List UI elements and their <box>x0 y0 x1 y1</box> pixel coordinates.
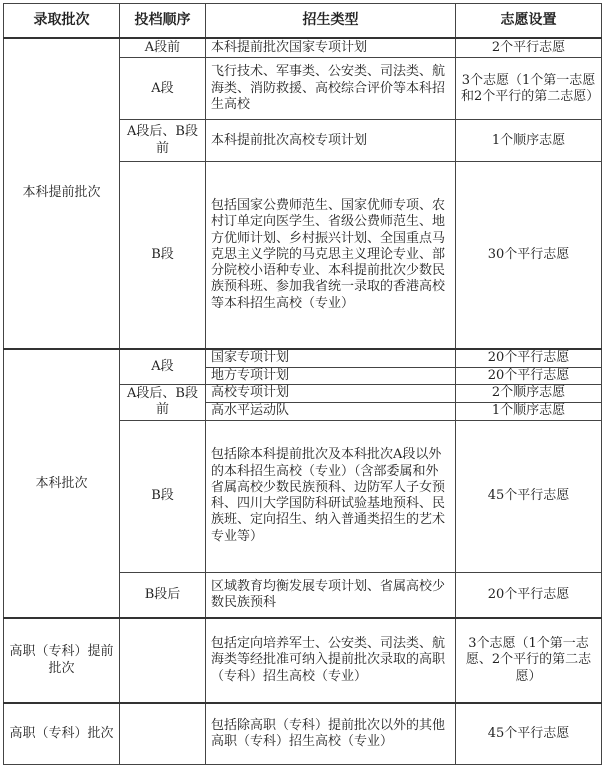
wish-cell: 2个平行志愿 <box>456 38 602 58</box>
type-cell: 飞行技术、军事类、公安类、司法类、航海类、消防救援、高校综合评价等本科招生高校 <box>206 58 456 120</box>
admission-table <box>3 3 602 765</box>
wish-cell: 20个平行志愿 <box>456 367 602 385</box>
type-cell: 本科提前批次国家专项计划 <box>206 38 456 58</box>
batch-cell: 本科提前批次 <box>4 38 120 348</box>
type-cell: 地方专项计划 <box>206 367 456 385</box>
type-cell: 包括国家公费师范生、国家优师专项、农村订单定向医学生、省级公费师范生、地方优师计划、乡村振兴计划、全国重点马克思主义学院的马克思主义理论专业、部分院校小语种专业、本科提前批次少数民族预科班、参加我省统一录取的香港高校等本科招生高校（专业） <box>206 162 456 349</box>
order-cell: A段后、B段前 <box>120 120 206 162</box>
wish-cell: 1个顺序志愿 <box>456 402 602 420</box>
batch-cell: 本科批次 <box>4 349 120 619</box>
table-row <box>4 618 602 702</box>
type-cell: 国家专项计划 <box>206 349 456 367</box>
batch-cell: 高职（专科）提前批次 <box>4 618 120 702</box>
table-row <box>4 349 602 367</box>
type-cell: 高水平运动队 <box>206 402 456 420</box>
type-cell: 包括除高职（专科）提前批次以外的其他高职（专科）招生高校（专业） <box>206 703 456 765</box>
order-cell: A段 <box>120 349 206 385</box>
order-cell: B段 <box>120 162 206 349</box>
header-batch: 录取批次 <box>4 4 120 39</box>
header-row <box>4 4 602 39</box>
header-order: 投档顺序 <box>120 4 206 39</box>
header-wish: 志愿设置 <box>456 4 602 39</box>
order-cell: A段后、B段前 <box>120 385 206 420</box>
wish-cell: 3个志愿（1个第一志愿和2个平行的第二志愿） <box>456 58 602 120</box>
order-cell: B段后 <box>120 572 206 618</box>
order-cell <box>120 703 206 765</box>
type-cell: 本科提前批次高校专项计划 <box>206 120 456 162</box>
wish-cell: 45个平行志愿 <box>456 420 602 572</box>
type-cell: 高校专项计划 <box>206 385 456 403</box>
order-cell: A段 <box>120 58 206 120</box>
table-row <box>4 703 602 765</box>
order-cell: B段 <box>120 420 206 572</box>
wish-cell: 3个志愿（1个第一志愿、2个平行的第二志愿） <box>456 618 602 702</box>
batch-cell: 高职（专科）批次 <box>4 703 120 765</box>
wish-cell: 30个平行志愿 <box>456 162 602 349</box>
type-cell: 包括除本科提前批次及本科批次A段以外的本科招生高校（专业）（含部委属和外省属高校少数民族预科、边防军人子女预科、四川大学国防科研试验基地预科、民族班、定向招生、纳入普通类招生的艺术专业等） <box>206 420 456 572</box>
type-cell: 包括定向培养军士、公安类、司法类、航海类等经批准可纳入提前批次录取的高职（专科）招生高校（专业） <box>206 618 456 702</box>
wish-cell: 1个顺序志愿 <box>456 120 602 162</box>
wish-cell: 2个顺序志愿 <box>456 385 602 403</box>
header-type: 招生类型 <box>206 4 456 39</box>
order-cell <box>120 618 206 702</box>
order-cell: A段前 <box>120 38 206 58</box>
wish-cell: 45个平行志愿 <box>456 703 602 765</box>
table-row <box>4 38 602 58</box>
wish-cell: 20个平行志愿 <box>456 572 602 618</box>
type-cell: 区域教育均衡发展专项计划、省属高校少数民族预科 <box>206 572 456 618</box>
wish-cell: 20个平行志愿 <box>456 349 602 367</box>
